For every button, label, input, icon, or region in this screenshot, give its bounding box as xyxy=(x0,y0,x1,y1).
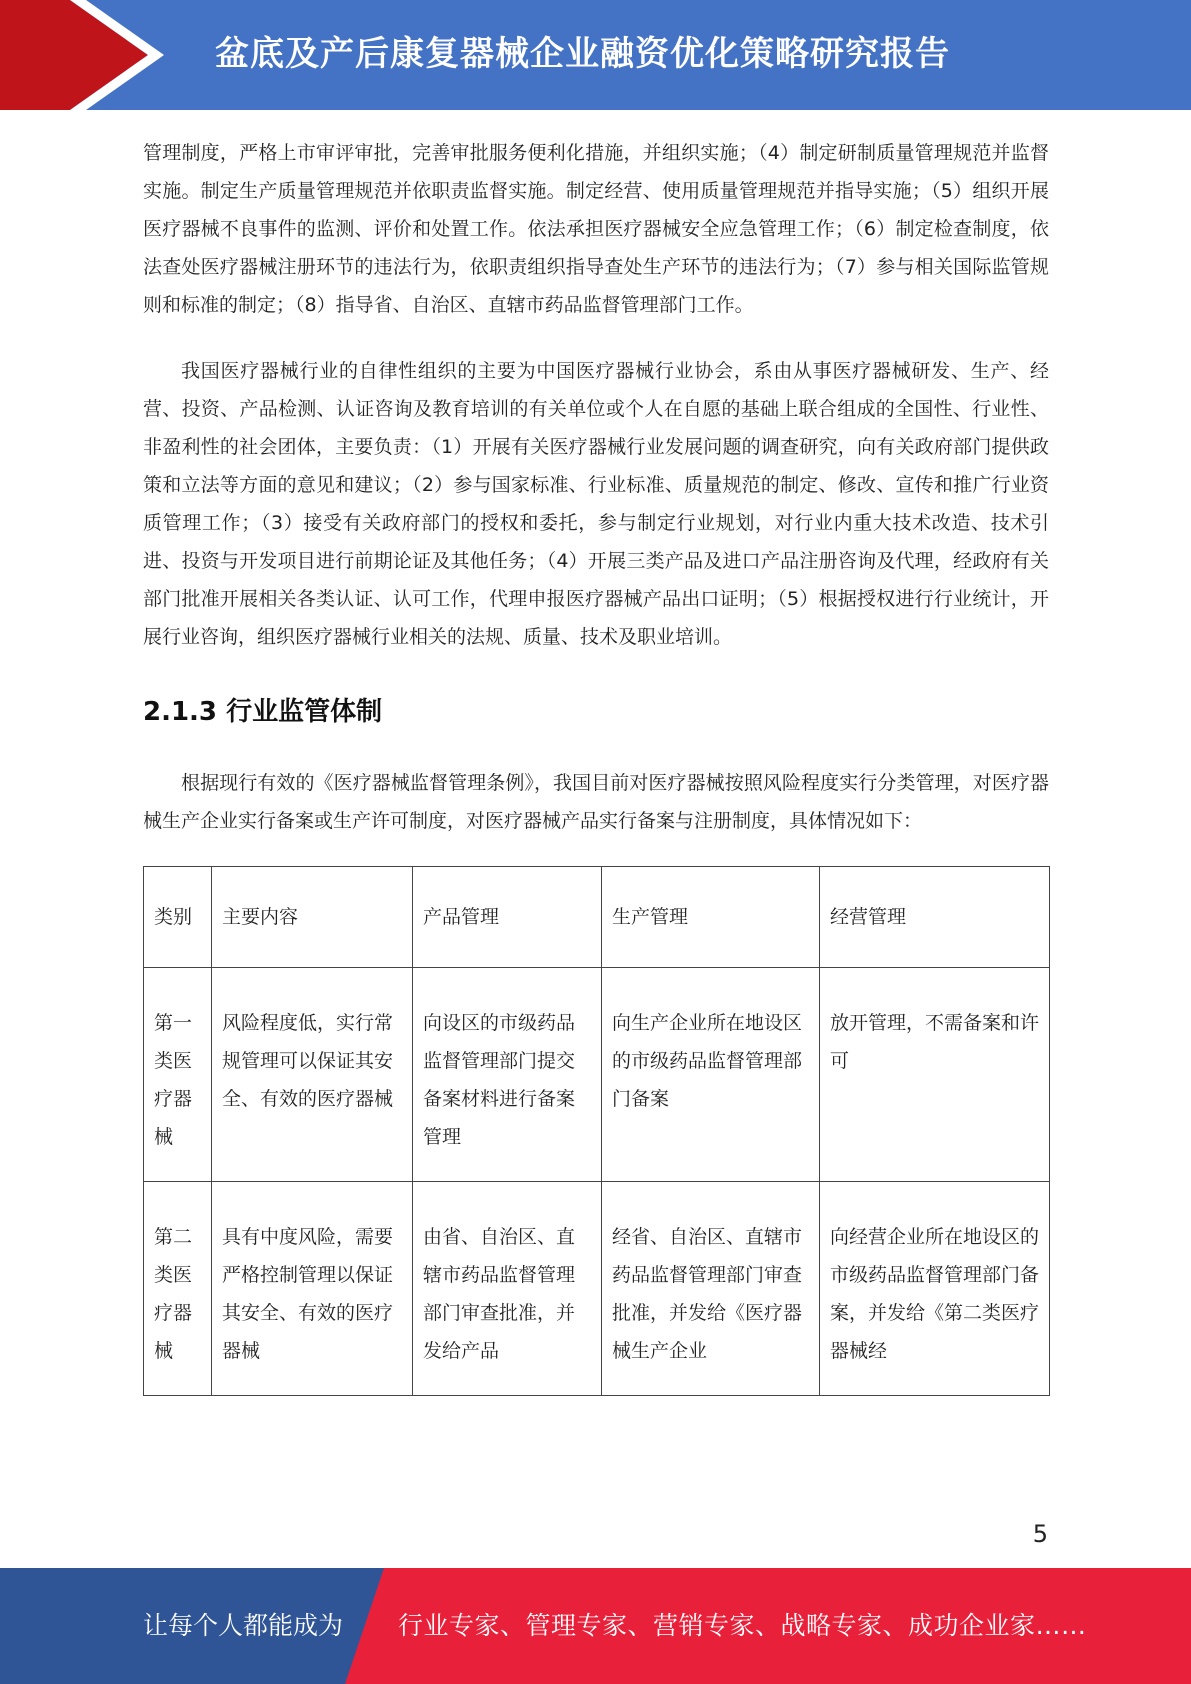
footer-slogan-left: 让每个人都能成为 xyxy=(143,1611,344,1640)
paragraph-industry-association: 我国医疗器械行业的自律性组织的主要为中国医疗器械行业协会，系由从事医疗器械研发、生产、经营、投资、产品检测、认证咨询及教育培训的有关单位或个人在自愿的基础上联合组成的全国性、行业性、非盈利性的社会团体，主要负责：（1）开展有关医疗器械行业发展问题的调查研究，向有关政府部门提供政策和立法等方面的意见和建议；（2）参与国家标准、行业标准、质量规范的制定、修改、宣传和推广行业资质管理工作；（3）接受有关政府部门的授权和委托，参与制定行业规划，对行业内重大技术改造、技术引进、投资与开发项目进行前期论证及其他任务；（4）开展三类产品及进口产品注册咨询及代理，经政府有关部门批准开展相关各类认证、认可工作，代理申报医疗器械产品出口证明；（5）根据授权进行行业统计，开展行业咨询，组织医疗器械行业相关的法规、质量、技术及职业培训。 xyxy=(143,360,1049,648)
page-footer xyxy=(0,1568,1191,1684)
table-cell: 风险程度低，实行常规管理可以保证其安全、有效的医疗器械 xyxy=(212,968,413,1182)
table-header-cell: 生产管理 xyxy=(602,867,820,968)
table-cell: 具有中度风险，需要严格控制管理以保证其安全、有效的医疗器械 xyxy=(212,1182,413,1396)
table-cell-category: 第二类医疗器械 xyxy=(144,1182,212,1396)
table-cell: 向经营企业所在地设区的市级药品监督管理部门备案，并发给《第二类医疗器械经 xyxy=(820,1182,1050,1396)
table-header-row xyxy=(144,867,1050,968)
paragraph-regulation-intro: 根据现行有效的《医疗器械监督管理条例》，我国目前对医疗器械按照风险程度实行分类管理，对医疗器械生产企业实行备案或生产许可制度，对医疗器械产品实行备案与注册制度，具体情况如下： xyxy=(143,772,1049,832)
table-row xyxy=(144,1182,1050,1396)
report-title: 盆底及产后康复器械企业融资优化策略研究报告 xyxy=(215,34,950,74)
table-cell-category: 第一类医疗器械 xyxy=(144,968,212,1182)
table-header-cell: 类别 xyxy=(144,867,212,968)
regulation-table xyxy=(143,866,1050,1396)
table-row xyxy=(144,968,1050,1182)
page-body xyxy=(143,134,1049,1396)
table-cell: 经省、自治区、直辖市药品监督管理部门审查批准，并发给《医疗器械生产企业 xyxy=(602,1182,820,1396)
page-header xyxy=(0,0,1191,110)
section-heading: 2.1.3 行业监管体制 xyxy=(143,697,383,727)
table-cell: 向生产企业所在地设区的市级药品监督管理部门备案 xyxy=(602,968,820,1182)
table-header-cell: 产品管理 xyxy=(413,867,602,968)
table-header-cell: 主要内容 xyxy=(212,867,413,968)
paragraph-regulator-duties: 管理制度，严格上市审评审批，完善审批服务便利化措施，并组织实施；（4）制定研制质量管理规范并监督实施。制定生产质量管理规范并依职责监督实施。制定经营、使用质量管理规范并指导实施；（5）组织开展医疗器械不良事件的监测、评价和处置工作。依法承担医疗器械安全应急管理工作；（6）制定检查制度，依法查处医疗器械注册环节的违法行为，依职责组织指导查处生产环节的违法行为；（7）参与相关国际监管规则和标准的制定；（8）指导省、自治区、直辖市药品监督管理部门工作。 xyxy=(143,142,1049,316)
page-number: 5 xyxy=(1032,1520,1048,1548)
table-cell: 由省、自治区、直辖市药品监督管理部门审查批准，并发给产品 xyxy=(413,1182,602,1396)
table-cell: 放开管理，不需备案和许可 xyxy=(820,968,1050,1182)
footer-slogan-right: 行业专家、管理专家、营销专家、战略专家、成功企业家…… xyxy=(398,1611,1087,1640)
table-header-cell: 经营管理 xyxy=(820,867,1050,968)
table-cell: 向设区的市级药品监督管理部门提交备案材料进行备案管理 xyxy=(413,968,602,1182)
